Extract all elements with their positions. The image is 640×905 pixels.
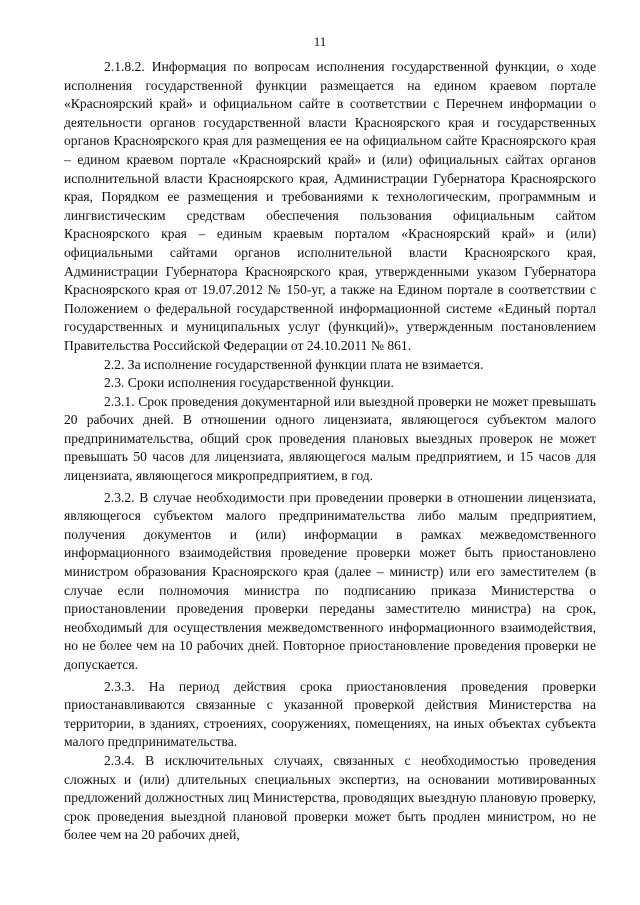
paragraph-2-2: 2.2. За исполнение государственной функции плата не взимается. [104,356,484,372]
paragraph-2-3: 2.3. Сроки исполнения государственной функции. [104,375,394,391]
paragraph-2-3-3: 2.3.3. На период действия срока приостановления проведения проверки приостанавливаются связанные с указанной проверкой действия Министерства на территории, в зданиях, строениях, сооружениях, помещениях, на иных объектах субъекта малого предпринимательства. [64,678,596,750]
paragraph-2-3-1: 2.3.1. Срок проведения документарной или выездной проверки не может превышать 20 рабочих дней. В отношении одного лицензиата, являющегося субъектом малого предпринимательства, общий срок проведения плановых выездных проверок не может превышать 50 часов для лицензиата, являющегося малым предприятием, и 15 часов для лицензиата, являющегося микропредприятием, в год. [64,393,596,484]
paragraph-2-3-4: 2.3.4. В исключительных случаях, связанных с необходимостью проведения сложных и (или) длительных специальных экспертиз, на основании мотивированных предложений должностных лиц Министерства, проводящих выездную плановую проверку, срок проведения выездной плановой проверки может быть продлен министром, но не более чем на 20 рабочих дней, [64,752,596,843]
page-number: 11 [313,34,327,49]
paragraph-2-3-2: 2.3.2. В случае необходимости при проведении проверки в отношении лицензиата, являющегося субъектом малого предпринимательства либо малым предприятием, получения документов и (или) информации в рамках межведомственного информационного взаимодействия проведение проверки может быть приостановлено министром образования Красноярского края (далее – министр) или его заместителем (в случае если полномочия министра по подписанию приказа Министерства о приостановлении проведения проверки переданы заместителю министра) на срок, необходимый для осуществления межведомственного информационного взаимодействия, но не более чем на 10 рабочих дней. Повторное приостановление проведения проверки не допускается. [64,489,596,672]
document-body [64,58,596,845]
paragraph-2-1-8-2: 2.1.8.2. Информация по вопросам исполнения государственной функции, о ходе исполнения государственной функции размещается на едином краевом портале «Красноярский край» и официальном сайте в соответствии с Перечнем информации о деятельности органов государственной власти Красноярского края и государственных органов Красноярского края для размещения ее на официальном сайте Красноярского края – едином краевом портале «Красноярский край» и (или) официальных сайтах органов исполнительной власти Красноярского края, Администрации Губернатора Красноярского края, Порядком ее размещения и требованиями к технологическим, программным и лингвистическим средствам обеспечения пользования официальным сайтом Красноярского края – единым краевым порталом «Красноярский край» и (или) официальными сайтами органов исполнительной власти Красноярского края, Администрации Губернатора Красноярского края, утвержденными указом Губернатора Красноярского края от 19.07.2012 № 150-уг, а также на Едином портале в соответствии с Положением о федеральной государственной информационной системе «Единый портал государственных и муниципальных услуг (функций)», утвержденным постановлением Правительства Российской Федерации от 24.10.2011 № 861. [64,59,596,353]
